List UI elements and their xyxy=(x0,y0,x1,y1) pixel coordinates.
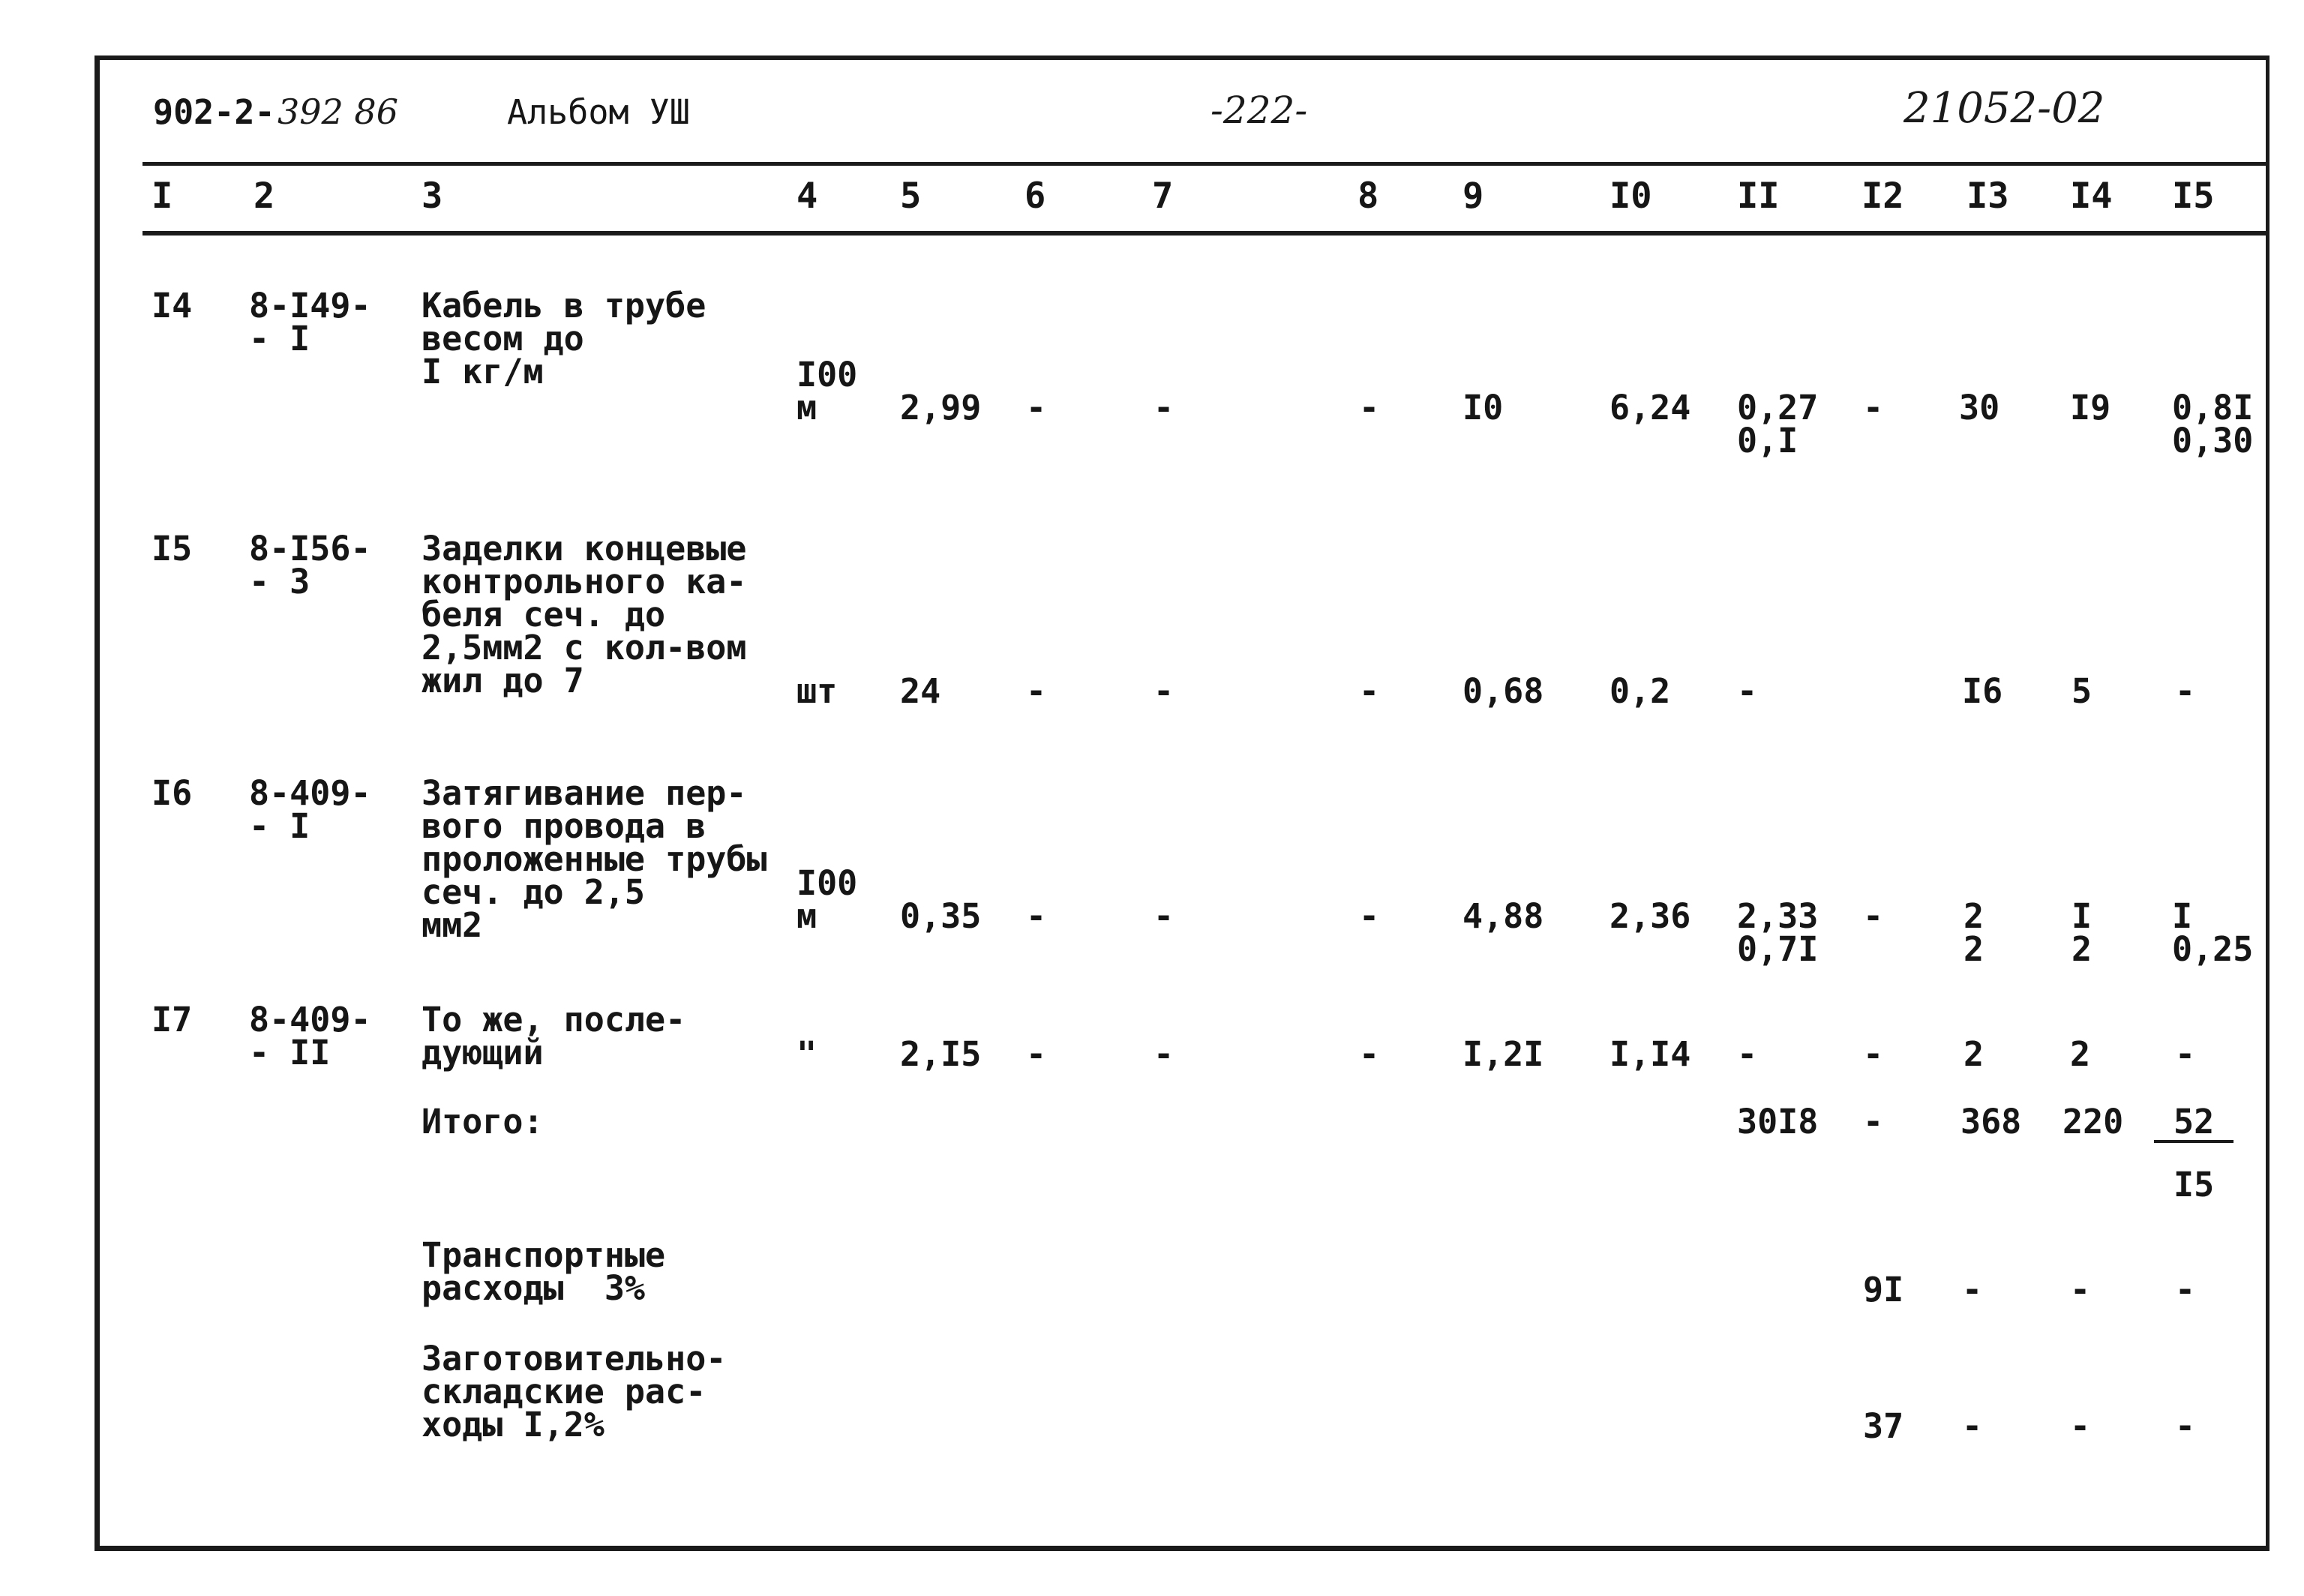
transport-costs-label: Транспортные расходы 3% xyxy=(422,1235,666,1308)
transport-col-12: 9I xyxy=(1863,1270,1904,1310)
col-header-10: I0 xyxy=(1610,176,1652,217)
col-13-value: 2 2 xyxy=(1964,896,1984,969)
sheet-code: 21052-02 xyxy=(1904,84,2105,133)
col-15-value: 0,8I 0,30 xyxy=(2172,388,2254,460)
transport-col-14: - xyxy=(2070,1270,2091,1310)
col-10-value: I,I4 xyxy=(1610,1034,1691,1074)
total-col-15-numerator: 52 xyxy=(2154,1106,2234,1143)
col-13-value: 2 xyxy=(1964,1034,1984,1074)
col-11-value: 2,33 0,7I xyxy=(1737,896,1819,969)
page-frame xyxy=(94,56,2270,1551)
col-6-value: - xyxy=(1026,671,1047,711)
col-14-value: 5 xyxy=(2072,671,2092,711)
total-col-14: 220 xyxy=(2062,1102,2124,1142)
col-13-value: 30 xyxy=(1959,388,2000,428)
col-header-12: I2 xyxy=(1862,176,1904,217)
col-header-8: 8 xyxy=(1358,176,1379,217)
quantity: 24 xyxy=(900,671,941,711)
col-14-value: I 2 xyxy=(2072,896,2092,969)
col-12-value: - xyxy=(1863,896,1884,936)
page-number: -222- xyxy=(1210,88,1308,132)
col-7-value: - xyxy=(1154,896,1174,936)
col-8-value: - xyxy=(1359,1034,1380,1074)
col-header-9: 9 xyxy=(1462,176,1484,217)
col-9-value: I0 xyxy=(1462,388,1504,428)
col-8-value: - xyxy=(1359,671,1380,711)
total-col-15-denominator: I5 xyxy=(2174,1165,2215,1204)
row-number: I4 xyxy=(152,286,193,326)
col-9-value: I,2I xyxy=(1462,1034,1544,1074)
col-9-value: 0,68 xyxy=(1462,671,1544,711)
work-description: То же, после- дующий xyxy=(422,1000,686,1072)
col-10-value: 2,36 xyxy=(1610,896,1691,936)
work-description: Заделки концевые контрольного ка- беля сеч. до 2,5мм2 с кол-вом жил до 7 xyxy=(422,529,747,700)
work-description: Кабель в трубе весом до I кг/м xyxy=(422,286,706,392)
row-number: I7 xyxy=(152,1000,193,1040)
col-12-value: - xyxy=(1863,1034,1884,1074)
quantity: 2,99 xyxy=(900,388,982,428)
col-header-4: 4 xyxy=(796,176,818,217)
col-8-value: - xyxy=(1359,388,1380,428)
unit: I00 м xyxy=(796,863,858,936)
col-11-value: 0,27 0,I xyxy=(1737,388,1819,460)
col-header-7: 7 xyxy=(1152,176,1174,217)
quantity: 0,35 xyxy=(900,896,982,936)
storage-col-13: - xyxy=(1962,1406,1983,1446)
album-label: Альбом УШ xyxy=(507,92,690,132)
total-label: Итого: xyxy=(422,1102,544,1142)
norm-code: 8-409- - II xyxy=(249,1000,371,1072)
unit: I00 м xyxy=(796,355,858,428)
col-10-value: 6,24 xyxy=(1610,388,1691,428)
col-header-6: 6 xyxy=(1024,176,1046,217)
col-14-value: I9 xyxy=(2070,388,2111,428)
col-13-value: I6 xyxy=(1962,671,2003,711)
col-11-value: - xyxy=(1737,671,1758,711)
total-col-12: - xyxy=(1863,1102,1884,1142)
col-header-2: 2 xyxy=(254,176,275,217)
quantity: 2,I5 xyxy=(900,1034,982,1074)
col-11-value: - xyxy=(1737,1034,1758,1074)
col-header-3: 3 xyxy=(422,176,443,217)
unit: шт xyxy=(796,671,838,711)
col-15-value: I 0,25 xyxy=(2172,896,2254,969)
col-6-value: - xyxy=(1026,896,1047,936)
norm-code: 8-I56- - 3 xyxy=(249,529,371,602)
col-7-value: - xyxy=(1154,671,1174,711)
col-7-value: - xyxy=(1154,1034,1174,1074)
col-7-value: - xyxy=(1154,388,1174,428)
col-header-13: I3 xyxy=(1966,176,2009,217)
header-rule-top xyxy=(142,162,2270,166)
col-9-value: 4,88 xyxy=(1462,896,1544,936)
storage-col-15: - xyxy=(2175,1406,2196,1446)
doc-code: 902-2- xyxy=(153,92,275,132)
storage-costs-label: Заготовительно- складские рас- ходы I,2% xyxy=(422,1339,727,1444)
col-header-11: II xyxy=(1737,176,1780,217)
doc-code-handwritten: 392 86 xyxy=(278,92,398,132)
col-6-value: - xyxy=(1026,388,1047,428)
col-15-value: - xyxy=(2175,671,2196,711)
transport-col-13: - xyxy=(1962,1270,1983,1310)
col-header-5: 5 xyxy=(900,176,922,217)
col-header-15: I5 xyxy=(2172,176,2215,217)
transport-col-15: - xyxy=(2175,1270,2196,1310)
header-rule-bottom xyxy=(142,231,2270,236)
norm-code: 8-409- - I xyxy=(249,773,371,846)
col-15-value: - xyxy=(2175,1034,2196,1074)
col-header-1: I xyxy=(152,176,173,217)
row-number: I6 xyxy=(152,773,193,813)
work-description: Затягивание пер- вого провода в проложенные трубы сеч. до 2,5 мм2 xyxy=(422,773,767,945)
storage-col-14: - xyxy=(2070,1406,2091,1446)
unit: " xyxy=(796,1034,818,1074)
col-10-value: 0,2 xyxy=(1610,671,1671,711)
col-12-value: - xyxy=(1863,388,1884,428)
col-6-value: - xyxy=(1026,1034,1047,1074)
row-number: I5 xyxy=(152,529,193,568)
storage-col-12: 37 xyxy=(1863,1406,1904,1446)
total-col-11: 30I8 xyxy=(1737,1102,1819,1142)
norm-code: 8-I49- - I xyxy=(249,286,371,358)
col-8-value: - xyxy=(1359,896,1380,936)
col-header-14: I4 xyxy=(2070,176,2113,217)
col-14-value: 2 xyxy=(2070,1034,2091,1074)
total-col-13: 368 xyxy=(1960,1102,2022,1142)
